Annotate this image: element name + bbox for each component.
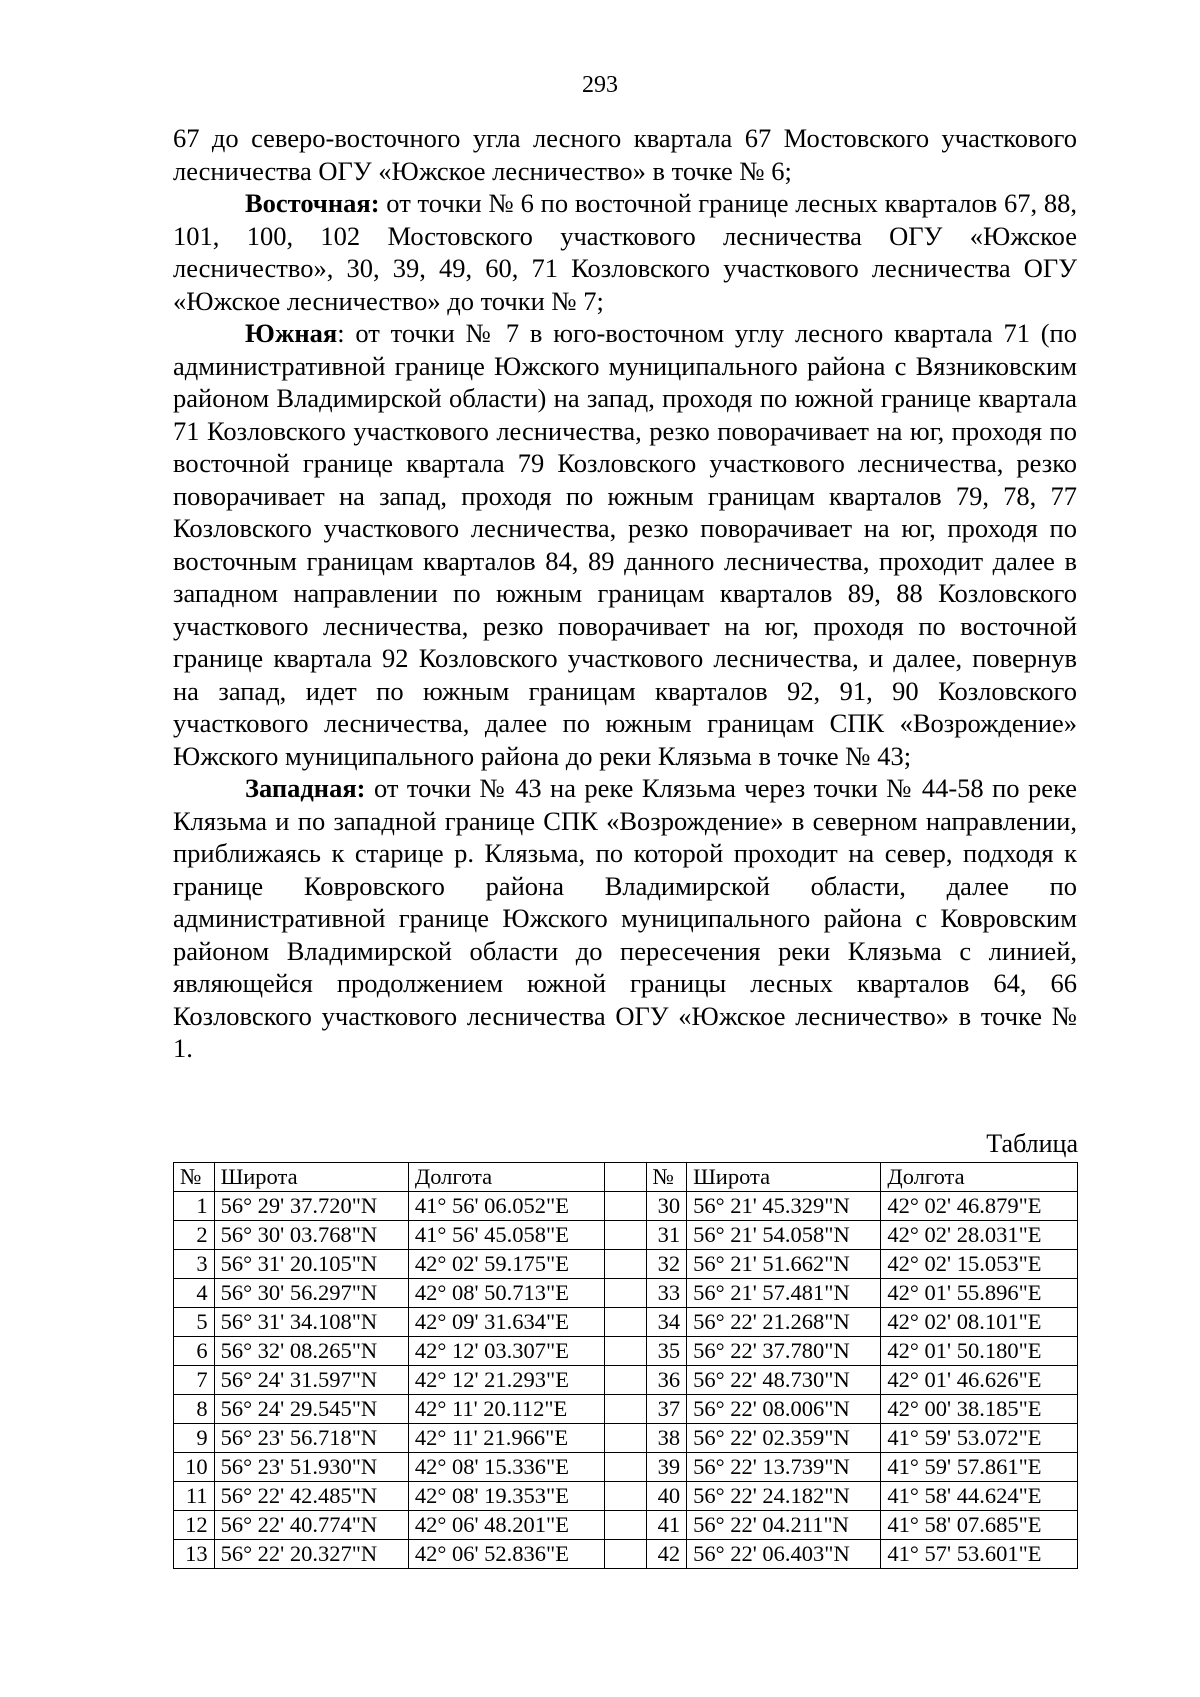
point-number-cell: 1 bbox=[174, 1192, 215, 1221]
latitude-cell: 56° 22' 24.182"N bbox=[687, 1482, 881, 1511]
spacer-cell bbox=[605, 1453, 646, 1482]
table-row bbox=[174, 1366, 1078, 1395]
table-caption: Таблица bbox=[986, 1129, 1078, 1158]
section-heading-west: Западная: bbox=[245, 773, 366, 803]
point-number-cell: 42 bbox=[646, 1540, 687, 1569]
point-number-cell: 6 bbox=[174, 1337, 215, 1366]
spacer-cell bbox=[605, 1540, 646, 1569]
table-row bbox=[174, 1540, 1078, 1569]
point-number-cell: 5 bbox=[174, 1308, 215, 1337]
latitude-cell: 56° 23' 56.718"N bbox=[214, 1424, 408, 1453]
latitude-cell: 56° 22' 21.268"N bbox=[687, 1308, 881, 1337]
table-row bbox=[174, 1221, 1078, 1250]
paragraph-text: от точки № 43 на реке Клязьма через точки № 44-58 по реке Клязьма и по западной границе СПК «Возрождение» в северном направлении, приближаясь к старице р. Клязьма, по которой проходит на север, подходя к границе Ковровского района Владимирской области, далее по административной границе Южского муниципального района с Ковровским районом Владимирской области до пересечения реки Клязьма с линией, являющейся продолжением южной границы лесных кварталов 64, 66 Козловского участкового лесничества ОГУ «Южское лесничество» в точке № 1. bbox=[173, 773, 1077, 1063]
point-number-cell: 8 bbox=[174, 1395, 215, 1424]
longitude-cell: 41° 58' 44.624"E bbox=[881, 1482, 1078, 1511]
longitude-cell: 42° 02' 08.101"E bbox=[881, 1308, 1078, 1337]
longitude-cell: 42° 02' 28.031"E bbox=[881, 1221, 1078, 1250]
header-latitude: Широта bbox=[214, 1163, 408, 1192]
header-number: № bbox=[174, 1163, 215, 1192]
latitude-cell: 56° 22' 08.006"N bbox=[687, 1395, 881, 1424]
longitude-cell: 42° 02' 15.053"E bbox=[881, 1250, 1078, 1279]
table-row bbox=[174, 1482, 1078, 1511]
longitude-cell: 42° 09' 31.634"E bbox=[408, 1308, 605, 1337]
spacer-cell bbox=[605, 1279, 646, 1308]
longitude-cell: 42° 08' 15.336"E bbox=[408, 1453, 605, 1482]
latitude-cell: 56° 22' 02.359"N bbox=[687, 1424, 881, 1453]
latitude-cell: 56° 22' 48.730"N bbox=[687, 1366, 881, 1395]
latitude-cell: 56° 22' 13.739"N bbox=[687, 1453, 881, 1482]
longitude-cell: 42° 01' 46.626"E bbox=[881, 1366, 1078, 1395]
table-row bbox=[174, 1250, 1078, 1279]
latitude-cell: 56° 21' 45.329"N bbox=[687, 1192, 881, 1221]
coordinates-table bbox=[173, 1162, 1078, 1569]
latitude-cell: 56° 21' 54.058"N bbox=[687, 1221, 881, 1250]
paragraph-text: : от точки № 7 в юго-восточном углу лесного квартала 71 (по административной границе Южского муниципального района с Вязниковским районом Владимирской области) на запад, проходя по южной границе квартала 71 Козловского участкового лесничества, резко поворачивает на юг, проходя по восточной границе квартала 79 Козловского участкового лесничества, резко поворачивает на запад, проходя по южным границам кварталов 79, 78, 77 Козловского участкового лесничества, резко поворачивает на юг, проходя по восточным границам кварталов 84, 89 данного лесничества, проходит далее в западном направлении по южным границам кварталов 89, 88 Козловского участкового лесничества, резко поворачивает на юг, проходя по восточной границе квартала 92 Козловского участкового лесничества, и далее, повернув на запад, идет по южным границам кварталов 92, 91, 90 Козловского участкового лесничества, далее по южным границам СПК «Возрождение» Южского муниципального района до реки Клязьма в точке № 43; bbox=[173, 318, 1077, 771]
longitude-cell: 41° 59' 53.072"E bbox=[881, 1424, 1078, 1453]
latitude-cell: 56° 21' 57.481"N bbox=[687, 1279, 881, 1308]
table-row bbox=[174, 1308, 1078, 1337]
point-number-cell: 12 bbox=[174, 1511, 215, 1540]
table-row bbox=[174, 1192, 1078, 1221]
longitude-cell: 42° 02' 59.175"E bbox=[408, 1250, 605, 1279]
table-row bbox=[174, 1453, 1078, 1482]
longitude-cell: 41° 58' 07.685"E bbox=[881, 1511, 1078, 1540]
point-number-cell: 32 bbox=[646, 1250, 687, 1279]
longitude-cell: 41° 59' 57.861"E bbox=[881, 1453, 1078, 1482]
table-row bbox=[174, 1337, 1078, 1366]
table-header-row bbox=[174, 1163, 1078, 1192]
point-number-cell: 35 bbox=[646, 1337, 687, 1366]
spacer-cell bbox=[605, 1308, 646, 1337]
point-number-cell: 40 bbox=[646, 1482, 687, 1511]
latitude-cell: 56° 31' 34.108"N bbox=[214, 1308, 408, 1337]
latitude-cell: 56° 23' 51.930"N bbox=[214, 1453, 408, 1482]
longitude-cell: 42° 02' 46.879"E bbox=[881, 1192, 1078, 1221]
longitude-cell: 42° 08' 19.353"E bbox=[408, 1482, 605, 1511]
latitude-cell: 56° 30' 56.297"N bbox=[214, 1279, 408, 1308]
section-heading-east: Восточная: bbox=[245, 188, 380, 218]
longitude-cell: 42° 00' 38.185"E bbox=[881, 1395, 1078, 1424]
table-row bbox=[174, 1279, 1078, 1308]
header-number: № bbox=[646, 1163, 687, 1192]
section-heading-south: Южная bbox=[245, 318, 338, 348]
point-number-cell: 36 bbox=[646, 1366, 687, 1395]
page-number: 293 bbox=[582, 72, 618, 98]
table-row bbox=[174, 1395, 1078, 1424]
latitude-cell: 56° 22' 42.485"N bbox=[214, 1482, 408, 1511]
latitude-cell: 56° 24' 31.597"N bbox=[214, 1366, 408, 1395]
paragraph-west bbox=[173, 772, 1077, 1065]
latitude-cell: 56° 24' 29.545"N bbox=[214, 1395, 408, 1424]
paragraph-intro bbox=[173, 122, 1077, 187]
longitude-cell: 42° 11' 20.112"E bbox=[408, 1395, 605, 1424]
table-row bbox=[174, 1424, 1078, 1453]
spacer-cell bbox=[605, 1395, 646, 1424]
latitude-cell: 56° 22' 20.327"N bbox=[214, 1540, 408, 1569]
point-number-cell: 10 bbox=[174, 1453, 215, 1482]
latitude-cell: 56° 22' 40.774"N bbox=[214, 1511, 408, 1540]
latitude-cell: 56° 29' 37.720"N bbox=[214, 1192, 408, 1221]
latitude-cell: 56° 22' 04.211"N bbox=[687, 1511, 881, 1540]
longitude-cell: 41° 56' 45.058"E bbox=[408, 1221, 605, 1250]
spacer-cell bbox=[605, 1511, 646, 1540]
latitude-cell: 56° 22' 37.780"N bbox=[687, 1337, 881, 1366]
document-body bbox=[173, 122, 1077, 1065]
longitude-cell: 42° 06' 52.836"E bbox=[408, 1540, 605, 1569]
header-longitude: Долгота bbox=[881, 1163, 1078, 1192]
paragraph-south bbox=[173, 317, 1077, 772]
latitude-cell: 56° 32' 08.265"N bbox=[214, 1337, 408, 1366]
longitude-cell: 42° 12' 21.293"E bbox=[408, 1366, 605, 1395]
spacer-cell bbox=[605, 1482, 646, 1511]
longitude-cell: 42° 08' 50.713"E bbox=[408, 1279, 605, 1308]
latitude-cell: 56° 31' 20.105"N bbox=[214, 1250, 408, 1279]
point-number-cell: 9 bbox=[174, 1424, 215, 1453]
table-body bbox=[174, 1192, 1078, 1569]
point-number-cell: 31 bbox=[646, 1221, 687, 1250]
point-number-cell: 13 bbox=[174, 1540, 215, 1569]
point-number-cell: 3 bbox=[174, 1250, 215, 1279]
spacer-cell bbox=[605, 1221, 646, 1250]
spacer-cell bbox=[605, 1337, 646, 1366]
point-number-cell: 34 bbox=[646, 1308, 687, 1337]
spacer-cell bbox=[605, 1192, 646, 1221]
point-number-cell: 33 bbox=[646, 1279, 687, 1308]
spacer-cell bbox=[605, 1250, 646, 1279]
longitude-cell: 42° 01' 55.896"E bbox=[881, 1279, 1078, 1308]
table-row bbox=[174, 1511, 1078, 1540]
point-number-cell: 4 bbox=[174, 1279, 215, 1308]
point-number-cell: 2 bbox=[174, 1221, 215, 1250]
paragraph-text: 67 до северо-восточного угла лесного квартала 67 Мостовского участкового лесничества ОГУ «Южское лесничество» в точке № 6; bbox=[173, 123, 1077, 186]
spacer-cell bbox=[605, 1366, 646, 1395]
latitude-cell: 56° 30' 03.768"N bbox=[214, 1221, 408, 1250]
longitude-cell: 42° 12' 03.307"E bbox=[408, 1337, 605, 1366]
header-latitude: Широта bbox=[687, 1163, 881, 1192]
latitude-cell: 56° 21' 51.662"N bbox=[687, 1250, 881, 1279]
point-number-cell: 38 bbox=[646, 1424, 687, 1453]
longitude-cell: 42° 11' 21.966"E bbox=[408, 1424, 605, 1453]
header-longitude: Долгота bbox=[408, 1163, 605, 1192]
point-number-cell: 11 bbox=[174, 1482, 215, 1511]
point-number-cell: 39 bbox=[646, 1453, 687, 1482]
paragraph-text: от точки № 6 по восточной границе лесных кварталов 67, 88, 101, 100, 102 Мостовского участкового лесничества ОГУ «Южское лесничество», 30, 39, 49, 60, 71 Козловского участкового лесничества ОГУ «Южское лесничество» до точки № 7; bbox=[173, 188, 1077, 316]
latitude-cell: 56° 22' 06.403"N bbox=[687, 1540, 881, 1569]
longitude-cell: 41° 56' 06.052"E bbox=[408, 1192, 605, 1221]
longitude-cell: 42° 06' 48.201"E bbox=[408, 1511, 605, 1540]
spacer-cell bbox=[605, 1424, 646, 1453]
paragraph-east bbox=[173, 187, 1077, 317]
point-number-cell: 30 bbox=[646, 1192, 687, 1221]
header-spacer bbox=[605, 1163, 646, 1192]
point-number-cell: 37 bbox=[646, 1395, 687, 1424]
longitude-cell: 42° 01' 50.180"E bbox=[881, 1337, 1078, 1366]
point-number-cell: 7 bbox=[174, 1366, 215, 1395]
longitude-cell: 41° 57' 53.601"E bbox=[881, 1540, 1078, 1569]
point-number-cell: 41 bbox=[646, 1511, 687, 1540]
